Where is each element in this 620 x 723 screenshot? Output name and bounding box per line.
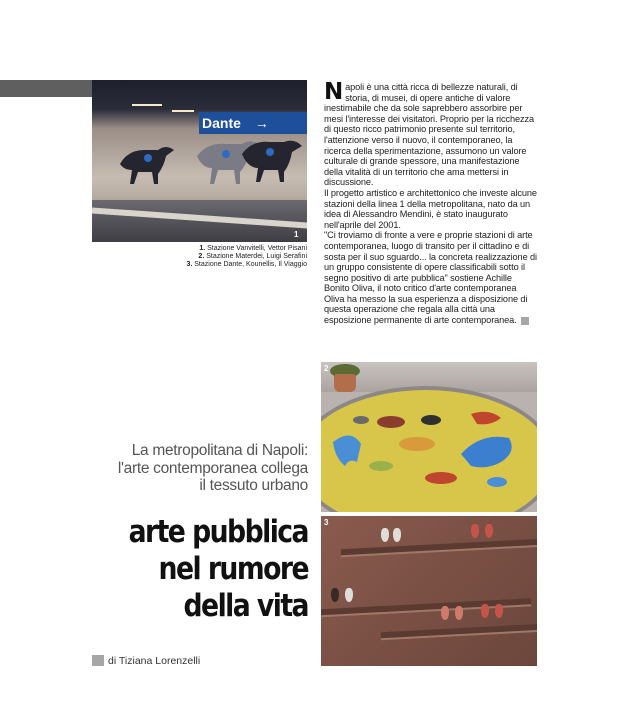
shoe [471, 524, 479, 538]
caption-1 [160, 245, 307, 253]
caption-number: 3. [186, 261, 193, 268]
rail [381, 624, 537, 638]
paragraph-2: Il progetto artistico e architettonico che investe alcune stazioni della linea 1 della metropolitana, nato da un idea di Alessandro Mendini, è stato inaugurato nell'aprile del 2001. [324, 187, 537, 230]
mosaic-figures [321, 362, 537, 512]
byline-mark-icon [92, 655, 104, 666]
article-headline [112, 514, 308, 625]
shoe [441, 606, 449, 620]
caption-text: Stazione Materdei, Luigi Serafini [206, 253, 307, 260]
subtitle-line: La metropolitana di Napoli: [131, 442, 308, 459]
shoe [331, 588, 339, 602]
caption-text: Stazione Dante, Kounellis, Il Viaggio [194, 261, 307, 268]
shoe [345, 588, 353, 602]
caption-text: Stazione Vanvitelli, Vettor Pisani [207, 245, 307, 252]
photo-station-dante-installation [321, 516, 537, 666]
caption-number: 1. [199, 245, 206, 252]
shoe [393, 528, 401, 542]
caption-2 [160, 253, 307, 261]
photo-number: 3 [324, 518, 329, 527]
subtitle-line: l'arte contemporanea collega [117, 459, 308, 477]
subtitle-line: il tessuto urbano [199, 477, 308, 494]
rail [341, 539, 537, 555]
headline-line: arte pubblica [128, 514, 308, 550]
article-body [324, 79, 538, 326]
headline-line: della vita [183, 588, 308, 624]
station-name: Dante [202, 115, 241, 131]
photo-number: 2 [324, 364, 329, 373]
caption-3 [160, 261, 307, 269]
photo-number: 1 [294, 230, 299, 239]
shoe [485, 524, 493, 538]
shoe [381, 528, 389, 542]
paragraph-3: "Ci troviamo di fronte a vere e proprie stazioni di arte contemporanea, luogo di transito per il cittadino e di sosta per il suo sguardo... la concreta realizzazione di un gruppo consistente di opere classificabili sotto il segno positivo di arte pubblica" sostiene Achille Bonito Oliva, il noto critico d'arte contemporanea Oliva ha messo la sua esperienza a disposizione di questa operazione che regala alla città una esposizione permanente di arte contemporanea. [324, 230, 537, 326]
photo-station-materdei [321, 362, 537, 512]
end-mark-icon [521, 317, 529, 325]
arrow-right-icon: → [254, 115, 269, 131]
photo-station-dante [92, 80, 307, 242]
article-subtitle [100, 442, 308, 495]
drop-cap: N [324, 79, 344, 105]
shoe [455, 606, 463, 620]
caption-number: 2. [198, 253, 205, 260]
headline-line: nel rumore [158, 551, 308, 587]
byline: di Tiziana Lorenzelli [108, 655, 201, 667]
shoe [481, 604, 489, 618]
shoe [495, 604, 503, 618]
paragraph-1: apoli è una città ricca di bellezze naturali, di storia, di musei, di opere antiche di valore inestimabile che da sole saprebbero assorbire per mesi l'interesse dei visitatori. Proprio per la ricchezza di questo ricco patrimonio presente sul territorio, l'attenzione verso il nuovo, il contemporaneo, la ricerca della sperimentazione, assumono un valore culturale di grande spessore, una manifestazione della vitalità di un territorio che ama mettersi in discussione. [324, 82, 535, 188]
